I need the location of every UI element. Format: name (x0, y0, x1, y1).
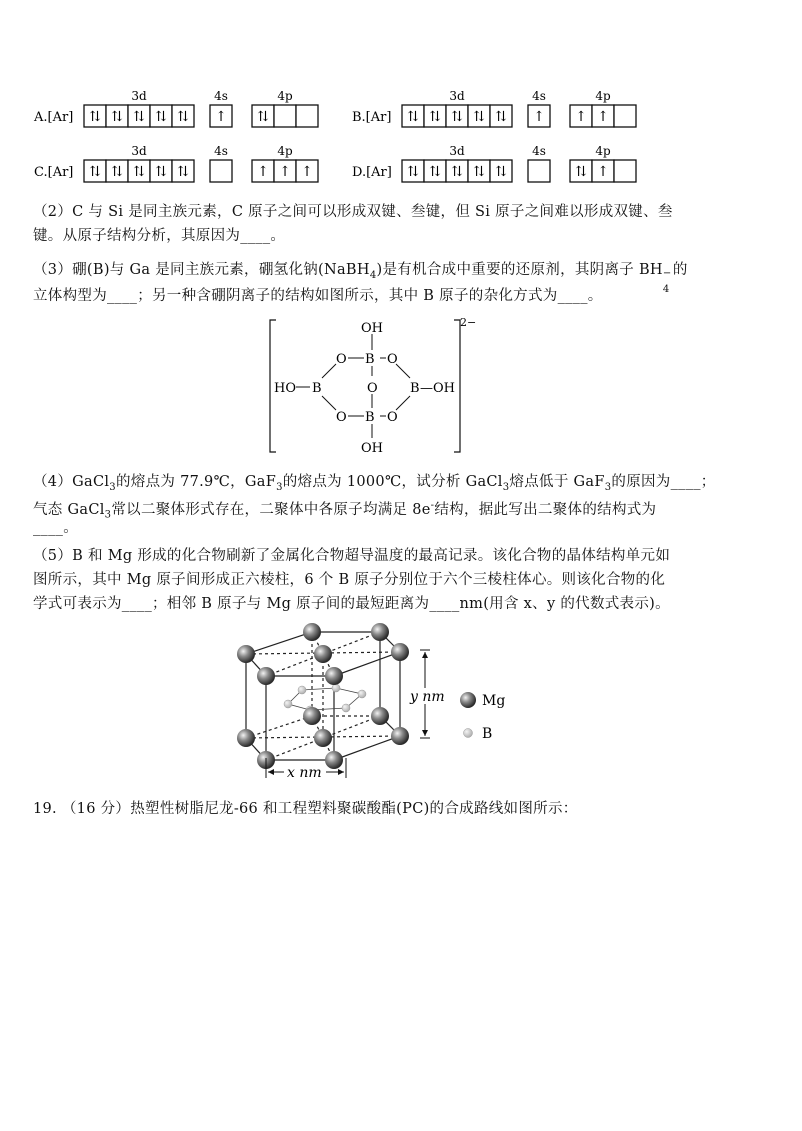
electron-arrow: ↑ (257, 164, 269, 180)
orbital-option (352, 89, 636, 127)
boron-atom (332, 684, 340, 692)
electron-arrow: ⇅ (155, 164, 167, 180)
electron-arrow: ⇅ (451, 164, 463, 180)
x-dimension-label: x nm (287, 765, 322, 781)
orbital-4p-box (614, 160, 636, 182)
orbital-sublevel-label: 3d (449, 89, 465, 103)
magnesium-atom (391, 643, 409, 661)
electron-arrow: ⇅ (133, 109, 145, 125)
question-5-line-2: 图所示，其中 Mg 原子间形成正六棱柱，6 个 B 原子分别位于六个三棱柱体心。则该化合物的化 (33, 572, 666, 588)
option-label: D.[Ar] (352, 165, 392, 180)
orbital-option (33, 89, 318, 127)
orbital-option (34, 144, 318, 182)
electron-arrow: ⇅ (111, 109, 123, 125)
question-2-line-1: （2）C 与 Si 是同主族元素，C 原子之间可以形成双键、叁键，但 Si 原子之间难以形成双键、叁 (33, 204, 673, 220)
atom-b: B (410, 381, 420, 396)
question-4-line-1: （4）GaCl$_3$的熔点为 77.9℃，GaF$_3$的熔点为 1000℃，试分析 GaCl$_3$熔点低于 GaF$_3$的原因为____； (33, 474, 716, 493)
atom-o: O (367, 381, 378, 396)
lattice-edge (334, 652, 400, 676)
electron-arrow: ⇅ (257, 109, 269, 125)
atom-oh-right: —OH (420, 381, 455, 396)
atom-ho-left: HO (274, 381, 296, 396)
electron-arrow: ↑ (279, 164, 291, 180)
legend-b-atom (464, 729, 473, 738)
boron-atom (358, 690, 366, 698)
electron-arrow: ↑ (575, 109, 587, 125)
question-4-line-2: 气态 GaCl$_3$常以二聚体形式存在，二聚体中各原子均满足 8e-结构，据此写出二聚体的结构式为 (33, 500, 657, 521)
question-5-line-1: （5）B 和 Mg 形成的化合物刷新了金属化合物超导温度的最高记录。该化合物的晶体结构单元如 (33, 548, 671, 564)
atom-o: O (387, 352, 398, 367)
atom-oh-top: OH (361, 321, 383, 336)
boron-atom (298, 686, 306, 694)
electron-arrow: ⇅ (177, 164, 189, 180)
orbital-sublevel-label: 4p (595, 144, 611, 158)
question-3-line-2: 立体构型为____；另一种含硼阴离子的结构如图所示，其中 B 原子的杂化方式为____。 (33, 288, 603, 304)
legend-b-label: B (482, 726, 493, 742)
y-dimension-label: y nm (410, 689, 445, 705)
electron-arrow: ⇅ (111, 164, 123, 180)
magnesium-atom (391, 727, 409, 745)
lattice-edge (246, 716, 312, 738)
orbital-option (352, 144, 636, 182)
magnesium-atom (314, 645, 332, 663)
question-4-line-3: ____。 (33, 520, 78, 536)
electron-arrow: ↑ (597, 164, 609, 180)
orbital-sublevel-label: 4s (532, 144, 546, 158)
mgb2-crystal-figure (232, 618, 522, 790)
electron-arrow: ⇅ (429, 164, 441, 180)
electron-arrow: ↑ (533, 109, 545, 125)
option-label: B.[Ar] (352, 110, 392, 125)
electron-arrow: ⇅ (451, 109, 463, 125)
magnesium-atom (257, 667, 275, 685)
atom-b: B (312, 381, 322, 396)
orbital-sublevel-label: 4p (595, 89, 611, 103)
electron-arrow: ⇅ (495, 109, 507, 125)
electron-arrow: ⇅ (473, 164, 485, 180)
orbital-4s-box (210, 160, 232, 182)
electron-arrow: ⇅ (155, 109, 167, 125)
orbital-4p-box (614, 105, 636, 127)
atom-o: O (336, 352, 347, 367)
charge-label: 2− (460, 316, 477, 329)
electron-arrow: ↑ (597, 109, 609, 125)
magnesium-atom (325, 667, 343, 685)
electron-arrow: ⇅ (133, 164, 145, 180)
orbital-sublevel-label: 4p (277, 89, 293, 103)
magnesium-atom (303, 707, 321, 725)
electron-arrow: ⇅ (89, 109, 101, 125)
question-19: 19. （16 分）热塑性树脂尼龙-66 和工程塑料聚碳酸酯(PC)的合成路线如图所示： (33, 801, 578, 817)
orbital-4p-box (274, 105, 296, 127)
electron-arrow: ⇅ (407, 109, 419, 125)
question-3-line-1: （3）硼(B)与 Ga 是同主族元素，硼氢化钠(NaBH$_4$)是有机合成中重要的还原剂，其阴离子 BH − 4 的 (33, 262, 688, 295)
question-5-line-3: 学式可表示为____；相邻 B 原子与 Mg 原子间的最短距离为____nm(用含 x、y 的代数式表示)。 (33, 596, 670, 612)
orbital-4s-box (528, 160, 550, 182)
electron-arrow: ⇅ (473, 109, 485, 125)
atom-o: O (387, 410, 398, 425)
orbital-4p-box (296, 105, 318, 127)
orbital-sublevel-label: 4p (277, 144, 293, 158)
lattice-edge (334, 736, 400, 760)
magnesium-atom (237, 645, 255, 663)
atom-b: B (365, 410, 375, 425)
magnesium-atom (371, 623, 389, 641)
borate-anion-structure (260, 312, 480, 460)
electron-arrow: ⇅ (429, 109, 441, 125)
magnesium-atom (303, 623, 321, 641)
legend-mg-atom (460, 692, 476, 708)
magnesium-atom (371, 707, 389, 725)
electron-arrow: ⇅ (89, 164, 101, 180)
legend-mg-label: Mg (482, 693, 506, 709)
electron-arrow: ↑ (301, 164, 313, 180)
electron-arrow: ⇅ (407, 164, 419, 180)
orbital-diagrams (0, 80, 802, 195)
orbital-sublevel-label: 3d (449, 144, 465, 158)
question-2-line-2: 键。从原子结构分析，其原因为____。 (33, 228, 286, 244)
option-label: C.[Ar] (34, 165, 74, 180)
electron-arrow: ⇅ (177, 109, 189, 125)
electron-arrow: ⇅ (495, 164, 507, 180)
orbital-sublevel-label: 4s (532, 89, 546, 103)
electron-arrow: ⇅ (575, 164, 587, 180)
atom-b: B (365, 352, 375, 367)
orbital-sublevel-label: 4s (214, 144, 228, 158)
orbital-sublevel-label: 4s (214, 89, 228, 103)
lattice-edge (246, 632, 312, 654)
electron-arrow: ↑ (215, 109, 227, 125)
atom-o: O (336, 410, 347, 425)
magnesium-atom (325, 751, 343, 769)
orbital-sublevel-label: 3d (131, 144, 147, 158)
option-label: A.[Ar] (34, 110, 74, 125)
atom-oh-bottom: OH (361, 441, 383, 456)
boron-atom (342, 704, 350, 712)
boron-atom (284, 700, 292, 708)
orbital-sublevel-label: 3d (131, 89, 147, 103)
magnesium-atom (314, 729, 332, 747)
magnesium-atom (237, 729, 255, 747)
